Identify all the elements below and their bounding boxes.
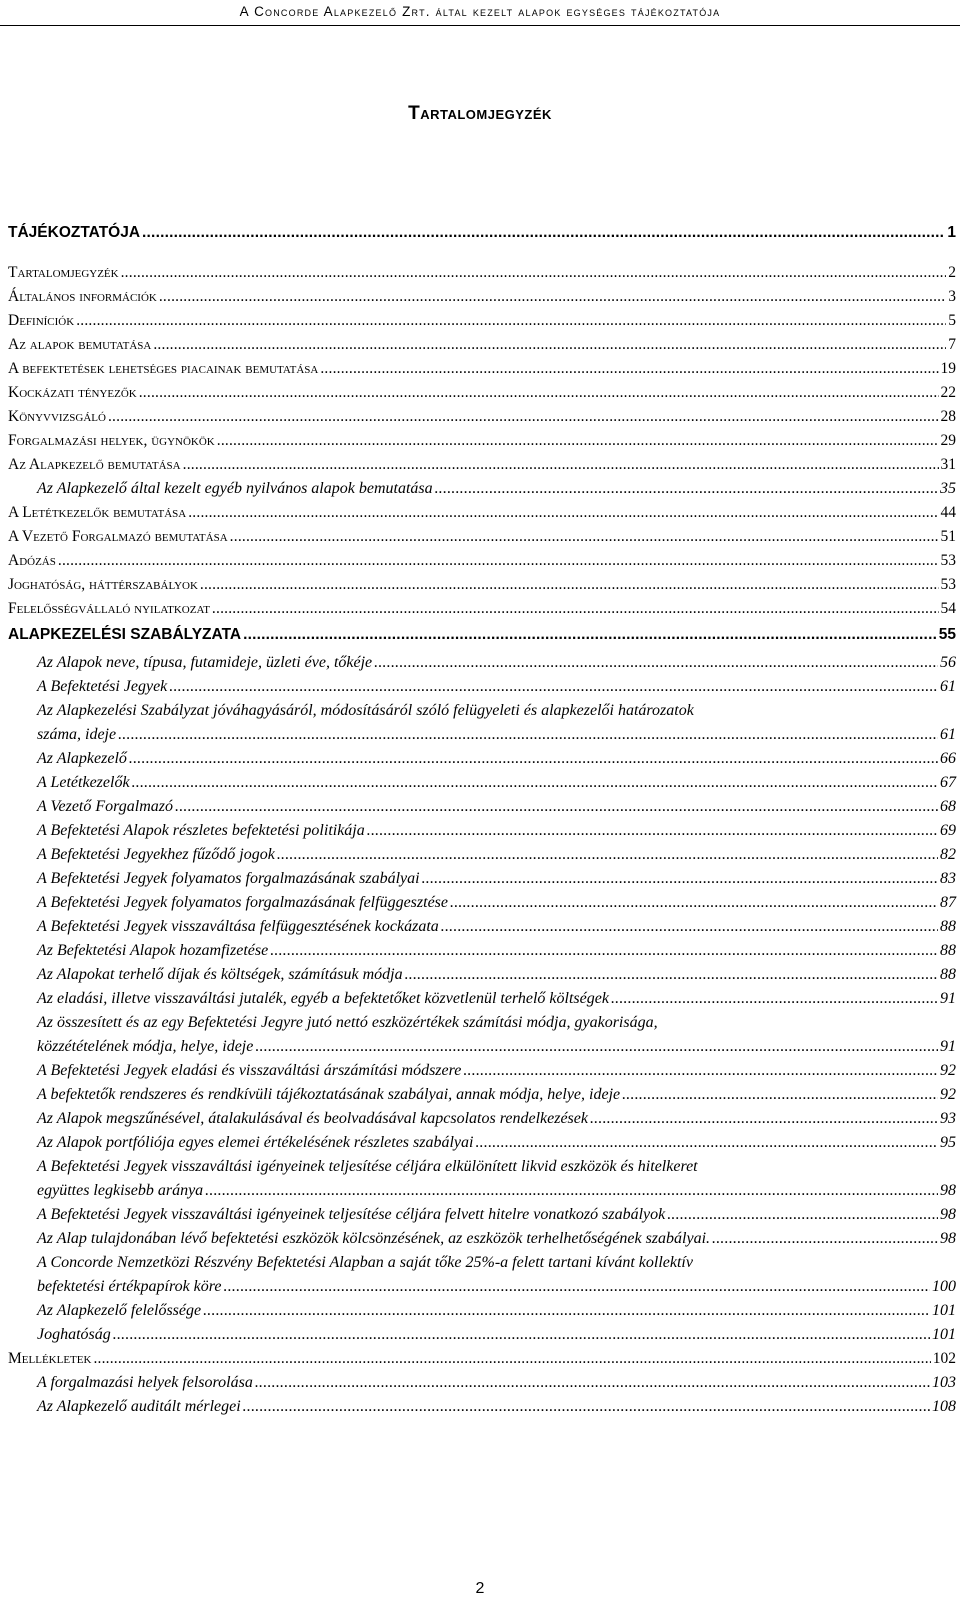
toc-entry[interactable]: Az Alapok megszűnésével, átalakulásával és beolvadásával kapcsolatos rendelkezések ..... 93 bbox=[37, 1107, 956, 1131]
toc-entry[interactable]: A Befektetési Alapok részletes befektetési politikája ..... 69 bbox=[37, 819, 956, 843]
toc-entry[interactable]: Mellékletek ..... 102 bbox=[8, 1347, 956, 1371]
toc-entry[interactable]: A Befektetési Jegyek ..... 61 bbox=[37, 675, 956, 699]
toc-entry[interactable]: Forgalmazási helyek, ügynökök ..... 29 bbox=[8, 429, 956, 453]
toc-entry[interactable]: A Befektetési Jegyek visszaváltása felfüggesztésének kockázata ..... 88 bbox=[37, 915, 956, 939]
toc-entry-line: Az összesített és az egy Befektetési Jegyre jutó nettó eszközértékek számítási módja, gyakorisága, bbox=[37, 1014, 658, 1031]
toc-entry-line: Az Alapkezelési Szabályzat jóváhagyásáról, módosításáról szóló felügyeleti és alapkezelői határozatok bbox=[37, 702, 694, 719]
toc-entry[interactable]: A Befektetési Jegyekhez fűződő jogok ..... 82 bbox=[37, 843, 956, 867]
toc-entry-line: A Befektetési Jegyek visszaváltási igényeinek teljesítése céljára elkülönített likvid eszközök és hitelkeret bbox=[37, 1158, 698, 1175]
toc-entry[interactable]: Általános információk ..... 3 bbox=[8, 285, 956, 309]
toc-entry[interactable]: Az Alapokat terhelő díjak és költségek, számításuk módja ..... 88 bbox=[37, 963, 956, 987]
toc-entry[interactable]: Az Alapkezelő bemutatása ..... 31 bbox=[8, 453, 956, 477]
toc-entry[interactable]: Tartalomjegyzék ..... 2 bbox=[8, 261, 956, 285]
toc-entry[interactable]: Kockázati tényezők ..... 22 bbox=[8, 381, 956, 405]
toc-entry[interactable]: A Befektetési Jegyek visszaváltási igényeinek teljesítése céljára felvett hitelre vonatkozó szabályok ..... 98 bbox=[37, 1203, 956, 1227]
toc-entry[interactable]: A Letétkezelők ..... 67 bbox=[37, 771, 956, 795]
toc-entry[interactable]: Az eladási, illetve visszaváltási jutalék, egyéb a befektetőket közvetlenül terhelő költségek ..... 91 bbox=[37, 987, 956, 1011]
toc-entry[interactable]: Az alapok bemutatása ..... 7 bbox=[8, 333, 956, 357]
toc-entry[interactable]: Az Alapkezelő felelőssége ..... 101 bbox=[37, 1299, 956, 1323]
toc-entry[interactable]: Felelősségvállaló nyilatkozat ..... 54 bbox=[8, 597, 956, 621]
toc-entry[interactable]: közzétételének módja, helye, ideje ..... 91 bbox=[37, 1035, 956, 1059]
toc-entry[interactable]: Az Befektetési Alapok hozamfizetése ..... 88 bbox=[37, 939, 956, 963]
toc-entry[interactable]: száma, ideje ..... 61 bbox=[37, 723, 956, 747]
toc-entry[interactable]: Adózás ..... 53 bbox=[8, 549, 956, 573]
toc-entry-line: A Concorde Nemzetközi Részvény Befektetési Alapban a saját tőke 25%-a felett tartani kívánt kollektív bbox=[37, 1254, 693, 1271]
toc-entry[interactable]: Az Alap tulajdonában lévő befektetési eszközök kölcsönzésének, az eszközök terhelhetőségének szabályai. ..... 98 bbox=[37, 1227, 956, 1251]
toc-entry[interactable]: A befektetők rendszeres és rendkívüli tájékoztatásának szabályai, annak módja, helye, ideje ..... 92 bbox=[37, 1083, 956, 1107]
toc-entry[interactable]: TÁJÉKOZTATÓJA ..... 1 bbox=[8, 221, 956, 245]
toc-entry[interactable]: A Befektetési Jegyek folyamatos forgalmazásának szabályai ..... 83 bbox=[37, 867, 956, 891]
toc-entry[interactable]: Joghatóság ..... 101 bbox=[37, 1323, 956, 1347]
toc-entry[interactable]: A Befektetési Jegyek eladási és visszaváltási árszámítási módszere ..... 92 bbox=[37, 1059, 956, 1083]
toc-entry[interactable]: A forgalmazási helyek felsorolása ..... 103 bbox=[37, 1371, 956, 1395]
toc-entry[interactable]: A Vezető Forgalmazó ..... 68 bbox=[37, 795, 956, 819]
toc-entry[interactable]: A befektetések lehetséges piacainak bemutatása ..... 19 bbox=[8, 357, 956, 381]
toc-entry[interactable]: A Befektetési Jegyek folyamatos forgalmazásának felfüggesztése ..... 87 bbox=[37, 891, 956, 915]
toc-entry[interactable]: Az Alapkezelő által kezelt egyéb nyilvános alapok bemutatása ..... 35 bbox=[37, 477, 956, 501]
toc-entry[interactable]: Az Alapkezelő auditált mérlegei ..... 108 bbox=[37, 1395, 956, 1419]
header-rule bbox=[0, 25, 960, 26]
toc-entry[interactable]: Joghatóság, háttérszabályok ..... 53 bbox=[8, 573, 956, 597]
toc-entry[interactable]: Az Alapkezelő ..... 66 bbox=[37, 747, 956, 771]
toc-title: Tartalomjegyzék bbox=[408, 103, 552, 124]
toc-entry[interactable]: ALAPKEZELÉSI SZABÁLYZATA ..... 55 bbox=[8, 623, 956, 647]
toc-entry[interactable]: Definíciók ..... 5 bbox=[8, 309, 956, 333]
running-header: A Concorde Alapkezelő Zrt. által kezelt alapok egységes tájékoztatója bbox=[239, 4, 721, 19]
toc-entry[interactable]: Az Alapok portfóliója egyes elemei értékelésének részletes szabályai ..... 95 bbox=[37, 1131, 956, 1155]
toc-entry[interactable]: együttes legkisebb aránya ..... 98 bbox=[37, 1179, 956, 1203]
toc-entry[interactable]: A Letétkezelők bemutatása ..... 44 bbox=[8, 501, 956, 525]
page-number: 2 bbox=[475, 1580, 485, 1597]
toc-entry[interactable]: Könyvvizsgáló ..... 28 bbox=[8, 405, 956, 429]
toc-entry[interactable]: befektetési értékpapírok köre ..... 100 bbox=[37, 1275, 956, 1299]
toc-entry[interactable]: Az Alapok neve, típusa, futamideje, üzleti éve, tőkéje ..... 56 bbox=[37, 651, 956, 675]
toc-entry[interactable]: A Vezető Forgalmazó bemutatása ..... 51 bbox=[8, 525, 956, 549]
